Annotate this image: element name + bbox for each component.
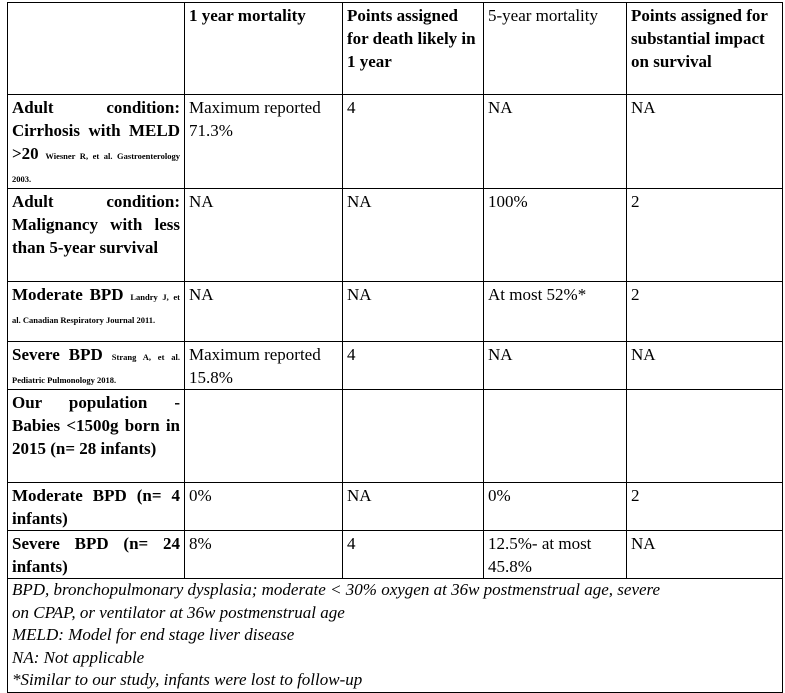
row-label-cell [8, 95, 185, 189]
one-year-mortality-cell: Maximum reported 15.8% [185, 342, 343, 390]
footnote-asterisk: *Similar to our study, infants were lost to follow-up [12, 670, 363, 689]
points-survival-cell: NA [627, 531, 783, 579]
points-survival-cell: 2 [627, 483, 783, 531]
footnote-row [8, 579, 783, 693]
mortality-comparison-table [7, 2, 783, 693]
points-survival-cell: NA [627, 95, 783, 189]
header-row [8, 3, 783, 95]
points-death-cell: 4 [343, 531, 484, 579]
footnotes-cell [8, 579, 783, 693]
one-year-mortality-cell: NA [185, 282, 343, 342]
table-row [8, 342, 783, 390]
row-label: Adult condition: Cirrhosis with MELD >20 [12, 98, 180, 163]
header-one-year-mortality: 1 year mortality [185, 3, 343, 95]
header-points-survival-impact: Points assigned for substantial impact on survival [627, 3, 783, 95]
citation: Strang A, et al. Pediatric Pulmonology 2018. [12, 352, 180, 385]
one-year-mortality-cell: 0% [185, 483, 343, 531]
points-survival-cell: NA [627, 342, 783, 390]
table-row [8, 282, 783, 342]
points-death-cell: NA [343, 483, 484, 531]
row-label-cell [8, 342, 185, 390]
citation: Wiesner R, et al. Gastroenterology 2003. [12, 151, 180, 184]
row-label-cell [8, 531, 185, 579]
footnote-bpd-definition-cont: on CPAP, or ventilator at 36w postmenstrual age [12, 602, 345, 622]
header-five-year-mortality: 5-year mortality [484, 3, 627, 95]
points-death-cell: NA [343, 189, 484, 282]
points-survival-cell: 2 [627, 189, 783, 282]
points-death-cell [343, 390, 484, 483]
row-label-cell [8, 282, 185, 342]
points-death-cell: 4 [343, 342, 484, 390]
one-year-mortality-cell [185, 390, 343, 483]
row-label: Our population - Babies <1500g born in 2015 (n= 28 infants) [12, 393, 180, 458]
points-survival-cell: 2 [627, 282, 783, 342]
points-survival-cell [627, 390, 783, 483]
footnote-bpd-definition: BPD, bronchopulmonary dysplasia; moderate < 30% oxygen at 36w postmenstrual age, severe [12, 580, 661, 599]
five-year-mortality-cell: 0% [484, 483, 627, 531]
row-label: Severe BPD (n= 24 infants) [12, 534, 180, 576]
header-blank-cell [8, 3, 185, 95]
five-year-mortality-cell: NA [484, 95, 627, 189]
footnote-na: NA: Not applicable [12, 647, 145, 667]
row-label-cell [8, 189, 185, 282]
row-label-cell [8, 390, 185, 483]
citation: Landry J, et al. Canadian Respiratory Journal 2011. [12, 292, 180, 325]
row-label: Adult condition: Malignancy with less than 5-year survival [12, 192, 180, 257]
row-label: Moderate BPD (n= 4 infants) [12, 486, 180, 528]
one-year-mortality-cell: NA [185, 189, 343, 282]
table-row [8, 483, 783, 531]
five-year-mortality-cell: NA [484, 342, 627, 390]
five-year-mortality-cell: 100% [484, 189, 627, 282]
table-row [8, 390, 783, 483]
points-death-cell: NA [343, 282, 484, 342]
row-label-cell [8, 483, 185, 531]
five-year-mortality-cell: 12.5%- at most 45.8% [484, 531, 627, 579]
one-year-mortality-cell: Maximum reported 71.3% [185, 95, 343, 189]
table-row [8, 531, 783, 579]
five-year-mortality-cell [484, 390, 627, 483]
one-year-mortality-cell: 8% [185, 531, 343, 579]
table-row [8, 95, 783, 189]
footnote-meld: MELD: Model for end stage liver disease [12, 625, 295, 644]
five-year-mortality-cell: At most 52%* [484, 282, 627, 342]
table-row [8, 189, 783, 282]
header-points-death-1-year: Points assigned for death likely in 1 year [343, 3, 484, 95]
points-death-cell: 4 [343, 95, 484, 189]
row-label: Moderate BPD [12, 285, 124, 304]
row-label: Severe BPD [12, 345, 103, 364]
